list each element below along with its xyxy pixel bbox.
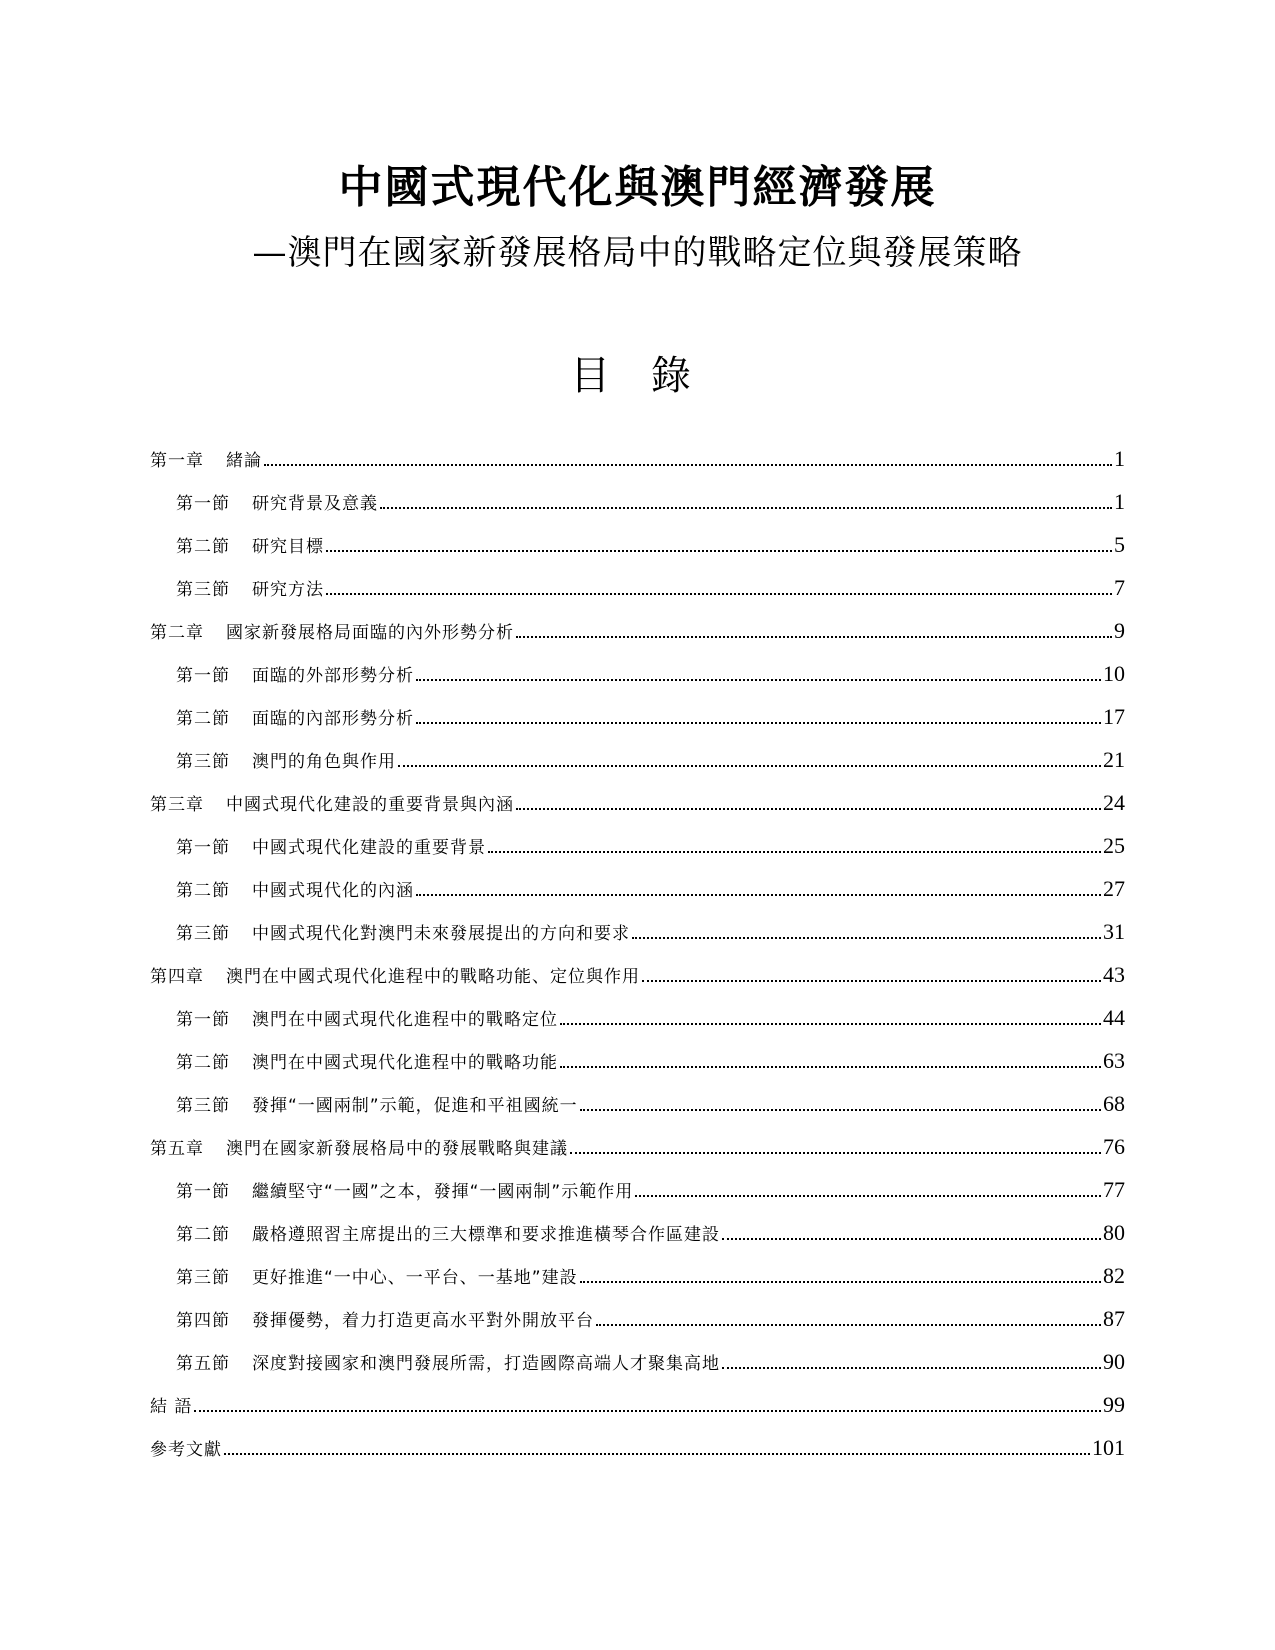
toc-page-number: 82 <box>1103 1263 1125 1288</box>
toc-entry-title: 發揮優勢，着力打造更高水平對外開放平台 <box>252 1311 594 1331</box>
toc-leader-dots <box>326 593 1112 595</box>
toc-page-number: 68 <box>1103 1091 1125 1116</box>
toc-entry-label <box>176 1306 594 1336</box>
toc-entry-label <box>176 1263 578 1293</box>
toc-leader-dots <box>632 937 1101 939</box>
toc-entry-title: 繼續堅守“一國”之本，發揮“一國兩制”示範作用 <box>252 1182 634 1202</box>
toc-entry-number: 第二節 <box>176 709 230 729</box>
toc-entry-label <box>176 489 378 519</box>
toc-page-number: 27 <box>1103 876 1125 901</box>
toc-leader-dots <box>580 1281 1101 1283</box>
toc-chapter-entry[interactable] <box>150 1132 1125 1175</box>
toc-page-number: 25 <box>1103 833 1125 858</box>
toc-section-entry[interactable] <box>150 1347 1125 1390</box>
toc-section-entry[interactable] <box>150 1261 1125 1304</box>
toc-entry-title: 研究目標 <box>252 537 324 557</box>
toc-entry-label <box>176 1091 578 1121</box>
toc-entry-label <box>176 661 414 691</box>
toc-entry-number: 第五章 <box>150 1139 204 1159</box>
toc-entry-title: 面臨的外部形勢分析 <box>252 666 414 686</box>
toc-entry-title: 嚴格遵照習主席提出的三大標準和要求推進橫琴合作區建設 <box>252 1225 720 1245</box>
toc-leader-dots <box>380 507 1112 509</box>
toc-page-number: 1 <box>1114 446 1125 471</box>
toc-entry-label <box>150 446 262 476</box>
toc-page-number: 87 <box>1103 1306 1125 1331</box>
toc-heading: 目 錄 <box>570 353 705 399</box>
toc-entry-label <box>176 919 630 949</box>
toc-entry-label <box>176 876 414 906</box>
toc-leader-dots <box>398 765 1101 767</box>
toc-entry-number: 第三節 <box>176 924 230 944</box>
toc-section-entry[interactable] <box>150 573 1125 616</box>
toc-entry-title: 澳門在國家新發展格局中的發展戰略與建議 <box>226 1139 568 1159</box>
toc-leader-dots <box>560 1066 1101 1068</box>
toc-section-entry[interactable] <box>150 1046 1125 1089</box>
toc-entry-number: 第一節 <box>176 838 230 858</box>
toc-section-entry[interactable] <box>150 530 1125 573</box>
toc-page-number: 24 <box>1103 790 1125 815</box>
toc-entry-title: 面臨的內部形勢分析 <box>252 709 414 729</box>
toc-page-number: 101 <box>1092 1435 1125 1460</box>
toc-entry-title: 中國式現代化建設的重要背景與內涵 <box>226 795 514 815</box>
toc-chapter-entry[interactable] <box>150 1433 1125 1476</box>
toc-page-number: 31 <box>1103 919 1125 944</box>
toc-chapter-entry[interactable] <box>150 616 1125 659</box>
toc-entry-number: 第二節 <box>176 881 230 901</box>
toc-entry-label <box>176 532 324 562</box>
toc-entry-title: 研究方法 <box>252 580 324 600</box>
toc-page-number: 76 <box>1103 1134 1125 1159</box>
toc-page-number: 1 <box>1114 489 1125 514</box>
toc-page-number: 43 <box>1103 962 1125 987</box>
toc-leader-dots <box>516 808 1101 810</box>
document-title: 中國式現代化與澳門經濟發展 <box>338 162 937 213</box>
toc-entry-number: 第三節 <box>176 1096 230 1116</box>
table-of-contents <box>150 444 1125 1476</box>
toc-page-number: 10 <box>1103 661 1125 686</box>
toc-entry-title: 發揮“一國兩制”示範，促進和平祖國統一 <box>252 1096 578 1116</box>
toc-leader-dots <box>722 1238 1101 1240</box>
toc-leader-dots <box>194 1410 1101 1412</box>
toc-page-number: 44 <box>1103 1005 1125 1030</box>
toc-leader-dots <box>224 1453 1090 1455</box>
toc-entry-number: 第三節 <box>176 580 230 600</box>
toc-section-entry[interactable] <box>150 1304 1125 1347</box>
toc-entry-number: 第二節 <box>176 1225 230 1245</box>
toc-entry-title: 澳門在中國式現代化進程中的戰略功能、定位與作用 <box>226 967 640 987</box>
toc-entry-label <box>176 1048 558 1078</box>
toc-page-number: 90 <box>1103 1349 1125 1374</box>
toc-entry-number: 第一節 <box>176 1182 230 1202</box>
toc-entry-label <box>176 1349 720 1379</box>
toc-entry-number: 第二章 <box>150 623 204 643</box>
toc-section-entry[interactable] <box>150 1218 1125 1261</box>
toc-entry-label <box>150 962 640 992</box>
toc-entry-label <box>150 618 514 648</box>
toc-entry-number: 第四章 <box>150 967 204 987</box>
toc-leader-dots <box>570 1152 1101 1154</box>
toc-entry-title: 更好推進“一中心、一平台、一基地”建設 <box>252 1268 578 1288</box>
toc-page-number: 9 <box>1114 618 1125 643</box>
toc-section-entry[interactable] <box>150 487 1125 530</box>
toc-entry-label <box>176 1177 633 1207</box>
toc-chapter-entry[interactable] <box>150 960 1125 1003</box>
toc-page-number: 17 <box>1103 704 1125 729</box>
toc-entry-label <box>176 704 414 734</box>
toc-leader-dots <box>722 1367 1101 1369</box>
toc-entry-title: 中國式現代化的內涵 <box>252 881 414 901</box>
toc-entry-label <box>176 575 324 605</box>
toc-entry-label <box>176 1005 558 1035</box>
toc-entry-title: 澳門在中國式現代化進程中的戰略功能 <box>252 1053 558 1073</box>
toc-entry-label <box>150 790 514 820</box>
toc-entry-label <box>176 833 486 863</box>
toc-section-entry[interactable] <box>150 1089 1125 1132</box>
toc-entry-title: 緒論 <box>226 451 262 471</box>
toc-entry-number: 第三節 <box>176 1268 230 1288</box>
toc-entry-number: 第一節 <box>176 494 230 514</box>
toc-leader-dots <box>580 1109 1101 1111</box>
toc-leader-dots <box>326 550 1112 552</box>
toc-entry-number: 第一章 <box>150 451 204 471</box>
toc-entry-number: 第二節 <box>176 537 230 557</box>
toc-leader-dots <box>642 980 1101 982</box>
toc-entry-title: 研究背景及意義 <box>252 494 378 514</box>
toc-entry-title: 國家新發展格局面臨的內外形勢分析 <box>226 623 514 643</box>
toc-page-number: 5 <box>1114 532 1125 557</box>
toc-entry-label <box>150 1392 192 1422</box>
toc-entry-number: 第二節 <box>176 1053 230 1073</box>
toc-entry-number: 第四節 <box>176 1311 230 1331</box>
toc-leader-dots <box>516 636 1112 638</box>
toc-entry-number: 第三節 <box>176 752 230 772</box>
toc-section-entry[interactable] <box>150 659 1125 702</box>
toc-leader-dots <box>635 1195 1101 1197</box>
toc-section-entry[interactable] <box>150 917 1125 960</box>
toc-section-entry[interactable] <box>150 745 1125 788</box>
toc-entry-label <box>150 1435 222 1465</box>
toc-chapter-entry[interactable] <box>150 1390 1125 1433</box>
toc-chapter-entry[interactable] <box>150 788 1125 831</box>
toc-entry-label <box>176 747 396 777</box>
toc-page-number: 21 <box>1103 747 1125 772</box>
toc-page-number: 7 <box>1114 575 1125 600</box>
toc-leader-dots <box>264 464 1112 466</box>
toc-leader-dots <box>416 894 1101 896</box>
toc-entry-number: 第五節 <box>176 1354 230 1374</box>
toc-page-number: 99 <box>1103 1392 1125 1417</box>
toc-leader-dots <box>416 679 1101 681</box>
toc-chapter-entry[interactable] <box>150 444 1125 487</box>
toc-section-entry[interactable] <box>150 1003 1125 1046</box>
toc-entry-title: 中國式現代化對澳門未來發展提出的方向和要求 <box>252 924 630 944</box>
toc-entry-number: 第一節 <box>176 666 230 686</box>
toc-entry-number: 第一節 <box>176 1010 230 1030</box>
toc-section-entry[interactable] <box>150 1175 1125 1218</box>
toc-entry-title: 中國式現代化建設的重要背景 <box>252 838 486 858</box>
toc-page-number: 77 <box>1103 1177 1125 1202</box>
toc-entry-title: 結 語 <box>150 1397 193 1417</box>
toc-section-entry[interactable] <box>150 702 1125 745</box>
toc-section-entry[interactable] <box>150 874 1125 917</box>
toc-entry-title: 澳門在中國式現代化進程中的戰略定位 <box>252 1010 558 1030</box>
toc-entry-label <box>176 1220 720 1250</box>
toc-entry-title: 澳門的角色與作用 <box>252 752 396 772</box>
toc-entry-title: 深度對接國家和澳門發展所需，打造國際高端人才聚集高地 <box>252 1354 720 1374</box>
toc-page-number: 80 <box>1103 1220 1125 1245</box>
toc-leader-dots <box>596 1324 1101 1326</box>
document-subtitle: —澳門在國家新發展格局中的戰略定位與發展策略 <box>252 233 1023 273</box>
toc-leader-dots <box>488 851 1101 853</box>
toc-leader-dots <box>560 1023 1101 1025</box>
toc-section-entry[interactable] <box>150 831 1125 874</box>
toc-page-number: 63 <box>1103 1048 1125 1073</box>
toc-leader-dots <box>416 722 1101 724</box>
toc-entry-label <box>150 1134 568 1164</box>
toc-entry-title: 參考文獻 <box>150 1440 222 1460</box>
toc-entry-number: 第三章 <box>150 795 204 815</box>
